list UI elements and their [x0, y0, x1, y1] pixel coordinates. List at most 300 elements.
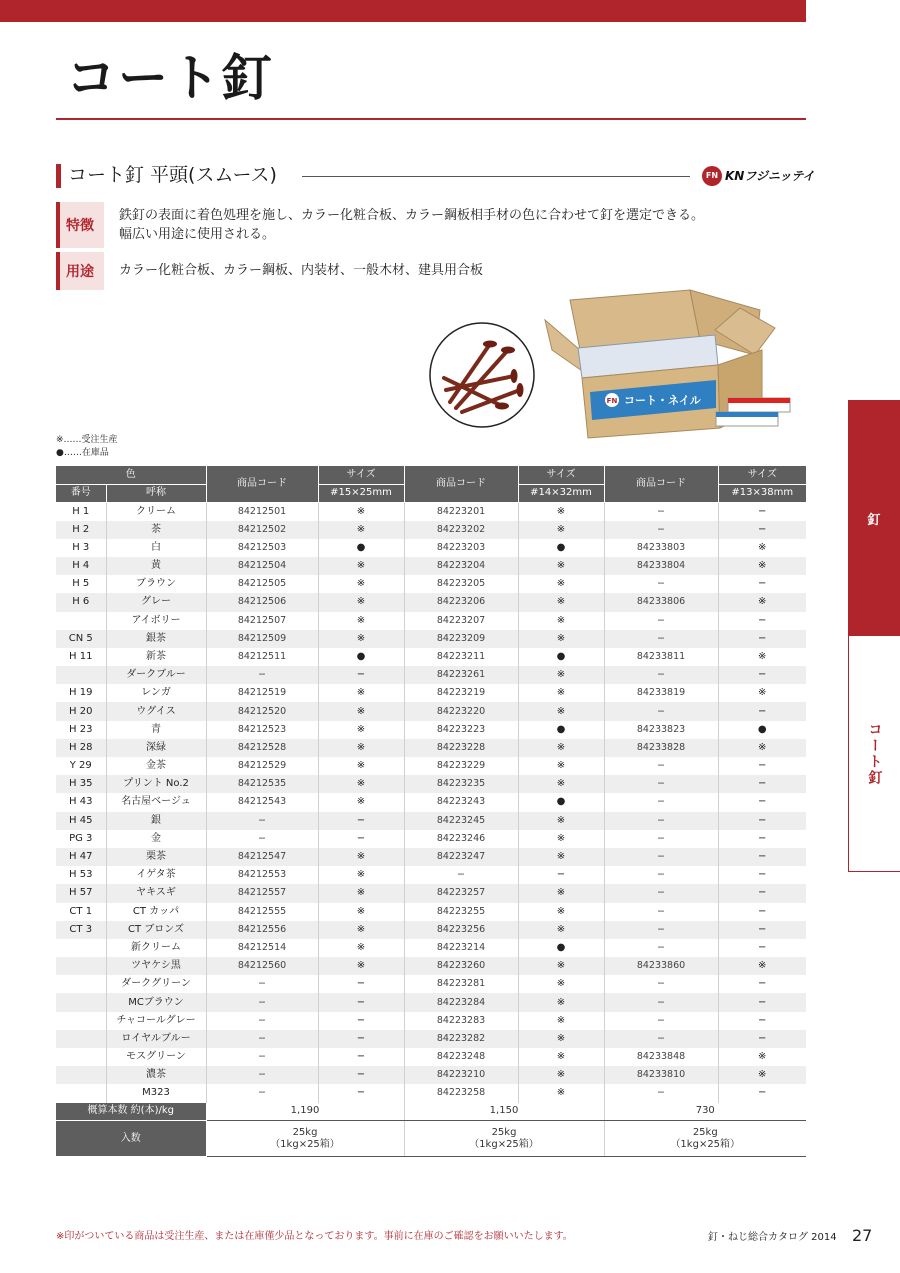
cell-code-3: 84233804: [604, 557, 718, 575]
cell-mark-3: −: [758, 796, 767, 808]
qty-value-3: 730: [604, 1103, 806, 1121]
cell-name: ツヤケシ黒: [106, 957, 206, 975]
cell-code-1: −: [206, 1012, 318, 1030]
cell-code-1: 84212509: [206, 630, 318, 648]
cell-code-3: −: [604, 793, 718, 811]
table-row: [56, 884, 806, 902]
cell-mark-1: −: [318, 666, 404, 684]
cell-code-2: 84223256: [404, 921, 518, 939]
col-size-1-value: #15×25mm: [318, 484, 404, 502]
sidebar-tab-nails[interactable]: 釘: [848, 400, 900, 636]
table-row: [56, 1048, 806, 1066]
cell-code-1: 84212543: [206, 793, 318, 811]
cell-code-2: 84223207: [404, 612, 518, 630]
cell-name: グレー: [106, 593, 206, 611]
cell-code-2: 84223210: [404, 1066, 518, 1084]
cell-mark-3: ※: [718, 557, 806, 575]
cell-mark-3: ●: [757, 723, 767, 735]
brand-logo: [702, 166, 815, 186]
cell-mark-3: ※: [718, 1066, 806, 1084]
table-row: [56, 684, 806, 702]
cell-mark-1: ※: [318, 630, 404, 648]
cell-number: H 11: [56, 648, 106, 666]
cell-number: H 19: [56, 684, 106, 702]
cell-number: [56, 612, 106, 630]
cell-number: [56, 1066, 106, 1084]
cell-code-2: 84223211: [404, 648, 518, 666]
cell-name: MCブラウン: [106, 993, 206, 1011]
cell-number: H 2: [56, 521, 106, 539]
cell-name: 名古屋ベージュ: [106, 793, 206, 811]
cell-code-3: −: [604, 903, 718, 921]
cell-number: H 5: [56, 575, 106, 593]
cell-mark-1: −: [318, 1030, 404, 1048]
cell-number: H 57: [56, 884, 106, 902]
cell-mark-2: ※: [518, 502, 604, 520]
cell-code-1: 84212557: [206, 884, 318, 902]
cell-code-1: 84212519: [206, 684, 318, 702]
cell-code-3: −: [604, 812, 718, 830]
cell-code-3: −: [604, 1084, 718, 1102]
cell-name: クリーム: [106, 502, 206, 520]
cell-mark-2: ※: [518, 775, 604, 793]
cell-code-2: 84223201: [404, 502, 518, 520]
cell-name: CT カッパ: [106, 903, 206, 921]
cell-number: H 47: [56, 848, 106, 866]
table-row: [56, 648, 806, 666]
cell-code-3: 84233803: [604, 539, 718, 557]
table-row: [56, 812, 806, 830]
cell-code-3: −: [604, 884, 718, 902]
cell-mark-1: ※: [318, 684, 404, 702]
cell-mark-2: ●: [518, 939, 604, 957]
cell-code-3: 84233828: [604, 739, 718, 757]
product-table: [56, 466, 806, 1157]
cell-mark-3: −: [758, 941, 767, 953]
cell-name: ウグイス: [106, 702, 206, 720]
table-row: [56, 521, 806, 539]
cell-mark-3: ※: [718, 957, 806, 975]
cell-mark-3: −: [758, 614, 767, 626]
cell-mark-2: ※: [518, 957, 604, 975]
table-row: [56, 848, 806, 866]
cell-mark-1: ※: [318, 575, 404, 593]
cell-code-2: 84223260: [404, 957, 518, 975]
cell-mark-1: −: [318, 830, 404, 848]
cell-code-3: −: [604, 575, 718, 593]
cell-number: [56, 666, 106, 684]
sidebar-tab-coat-nails[interactable]: コート釘: [848, 636, 900, 872]
cell-mark-2: ※: [518, 757, 604, 775]
brand-mark-icon: FN: [702, 166, 722, 186]
cell-mark-3: −: [718, 702, 806, 720]
cell-number: H 28: [56, 739, 106, 757]
cell-number: [56, 957, 106, 975]
title-divider: [56, 118, 806, 120]
box-label-text: コート・ネイル: [624, 394, 701, 407]
cell-mark-1: ※: [318, 775, 404, 793]
cell-number: H 4: [56, 557, 106, 575]
col-color: 色: [56, 466, 206, 484]
cell-mark-2: ※: [518, 1066, 604, 1084]
cell-mark-2: ※: [518, 848, 604, 866]
cell-code-3: −: [604, 666, 718, 684]
cell-number: H 45: [56, 812, 106, 830]
col-size-3: サイズ: [718, 466, 806, 484]
cell-code-1: 84212535: [206, 775, 318, 793]
cell-mark-1: −: [318, 1066, 404, 1084]
cell-mark-1: ※: [318, 921, 404, 939]
legend-stock: ●……在庫品: [56, 448, 109, 458]
cell-name: M323: [106, 1084, 206, 1102]
cell-mark-3: ※: [718, 593, 806, 611]
cell-mark-2: ※: [518, 557, 604, 575]
cell-code-2: 84223209: [404, 630, 518, 648]
cell-code-3: 84233848: [604, 1048, 718, 1066]
cell-code-1: 84212553: [206, 866, 318, 884]
table-row: [56, 630, 806, 648]
cell-code-2: 84223282: [404, 1030, 518, 1048]
table-row: [56, 539, 806, 557]
table-row: [56, 939, 806, 957]
cell-mark-2: −: [518, 866, 604, 884]
section-rule: [302, 176, 690, 177]
cell-code-1: −: [206, 666, 318, 684]
cell-number: [56, 975, 106, 993]
cell-number: [56, 1012, 106, 1030]
cell-number: H 20: [56, 702, 106, 720]
cell-mark-1: −: [318, 1012, 404, 1030]
nails-image: [422, 320, 542, 430]
cell-code-3: 84233819: [604, 684, 718, 702]
table-row: [56, 866, 806, 884]
cell-code-3: 84233823: [604, 721, 718, 739]
cell-mark-3: ※: [758, 541, 767, 553]
cell-mark-1: ※: [318, 721, 404, 739]
cell-mark-3: −: [758, 1087, 767, 1099]
table-row: [56, 666, 806, 684]
cell-name: 茶: [106, 521, 206, 539]
table-row: [56, 921, 806, 939]
cell-mark-1: ※: [318, 903, 404, 921]
table-row: [56, 757, 806, 775]
cell-code-3: 84233811: [604, 648, 718, 666]
cell-number: CT 1: [56, 903, 106, 921]
cell-mark-1: ※: [318, 848, 404, 866]
section-title: コート釘 平頭(スムース): [68, 164, 277, 186]
cell-mark-3: −: [758, 760, 767, 772]
cell-mark-1: ※: [318, 793, 404, 811]
cell-code-3: 84233860: [604, 957, 718, 975]
cell-mark-1: −: [318, 1084, 404, 1102]
col-size-1: サイズ: [318, 466, 404, 484]
cell-code-2: −: [404, 866, 518, 884]
cell-code-2: 84223243: [404, 793, 518, 811]
cell-code-2: 84223258: [404, 1084, 518, 1102]
cell-mark-2: ●: [518, 793, 604, 811]
cell-code-1: −: [206, 1030, 318, 1048]
top-accent-bar: [0, 0, 806, 22]
cell-code-2: 84223283: [404, 1012, 518, 1030]
table-row: [56, 1030, 806, 1048]
cell-mark-3: −: [758, 832, 767, 844]
table-row: [56, 993, 806, 1011]
cell-code-3: −: [604, 830, 718, 848]
cell-code-1: 84212528: [206, 739, 318, 757]
cell-code-1: −: [206, 1084, 318, 1102]
col-size-3-value: #13×38mm: [718, 484, 806, 502]
cell-code-1: 84212511: [206, 648, 318, 666]
cell-code-1: −: [206, 1048, 318, 1066]
cell-code-2: 84223205: [404, 575, 518, 593]
cell-number: [56, 1030, 106, 1048]
cell-mark-1: ●: [318, 539, 404, 557]
page-title: コート釘: [66, 49, 274, 107]
cell-name: モスグリーン: [106, 1048, 206, 1066]
cell-mark-2: ※: [518, 975, 604, 993]
cell-mark-3: −: [758, 1014, 767, 1026]
cell-mark-3: −: [718, 666, 806, 684]
cell-mark-2: ※: [518, 630, 604, 648]
cell-number: PG 3: [56, 830, 106, 848]
pack-value-2: 25kg （1kg×25箱）: [404, 1121, 604, 1157]
cell-code-1: 84212502: [206, 521, 318, 539]
cell-code-2: 84223261: [404, 666, 518, 684]
table-row: [56, 612, 806, 630]
cell-name: アイボリー: [106, 612, 206, 630]
cell-mark-3: ※: [758, 650, 767, 662]
cell-code-2: 84223284: [404, 993, 518, 1011]
legend-order: ※……受注生産: [56, 435, 118, 445]
cell-code-3: −: [604, 702, 718, 720]
col-code-1: 商品コード: [206, 466, 318, 502]
cell-name: 黄: [106, 557, 206, 575]
cell-code-3: 84233810: [604, 1066, 718, 1084]
table-row: [56, 739, 806, 757]
cell-code-2: 84223255: [404, 903, 518, 921]
cell-name: チャコールグレー: [106, 1012, 206, 1030]
cell-mark-2: ※: [518, 812, 604, 830]
pack-value-3: 25kg （1kg×25箱）: [604, 1121, 806, 1157]
cell-mark-2: ※: [518, 739, 604, 757]
cell-mark-1: ※: [318, 521, 404, 539]
cell-mark-3: −: [718, 1030, 806, 1048]
cell-code-1: 84212555: [206, 903, 318, 921]
cell-code-2: 84223206: [404, 593, 518, 611]
cell-mark-2: ※: [518, 903, 604, 921]
cell-number: H 35: [56, 775, 106, 793]
cell-mark-3: −: [718, 812, 806, 830]
cell-code-1: 84212520: [206, 702, 318, 720]
table-body: [56, 502, 806, 1102]
cell-code-2: 84223203: [404, 539, 518, 557]
cell-name: 銀: [106, 812, 206, 830]
cell-mark-2: ※: [518, 1048, 604, 1066]
col-size-2-value: #14×32mm: [518, 484, 604, 502]
cell-mark-1: ※: [318, 739, 404, 757]
cell-code-3: −: [604, 993, 718, 1011]
usage-text: カラー化粧合板、カラー鋼板、内装材、一般木材、建具用合板: [119, 263, 484, 278]
cell-mark-1: ※: [318, 702, 404, 720]
cell-mark-2: ●: [518, 648, 604, 666]
cell-name: CT ブロンズ: [106, 921, 206, 939]
cell-mark-3: −: [758, 869, 767, 881]
cell-name: 深緑: [106, 739, 206, 757]
cell-code-2: 84223202: [404, 521, 518, 539]
cell-code-2: 84223257: [404, 884, 518, 902]
table-row: [56, 721, 806, 739]
cell-mark-2: ※: [518, 1084, 604, 1102]
cell-code-1: 84212514: [206, 939, 318, 957]
cell-code-1: 84212507: [206, 612, 318, 630]
cell-number: H 23: [56, 721, 106, 739]
cell-name: ヤキスギ: [106, 884, 206, 902]
cell-mark-2: ※: [518, 684, 604, 702]
box-mark-text: FN: [606, 397, 618, 405]
cell-mark-2: ※: [518, 830, 604, 848]
cell-mark-3: −: [718, 775, 806, 793]
cell-mark-2: ※: [518, 702, 604, 720]
col-size-2: サイズ: [518, 466, 604, 484]
cell-mark-3: −: [758, 978, 767, 990]
section-marker: [56, 164, 61, 188]
cell-code-1: 84212501: [206, 502, 318, 520]
qty-value-1: 1,190: [206, 1103, 404, 1121]
cell-name: 白: [106, 539, 206, 557]
cell-code-1: 84212560: [206, 957, 318, 975]
cell-mark-2: ※: [518, 593, 604, 611]
col-code-3: 商品コード: [604, 466, 718, 502]
catalog-name: 釘・ねじ総合カタログ 2014: [708, 1232, 837, 1243]
cell-mark-3: −: [718, 921, 806, 939]
cell-mark-1: ※: [318, 866, 404, 884]
cell-code-2: 84223247: [404, 848, 518, 866]
cell-code-3: −: [604, 502, 718, 520]
table-row: [56, 1066, 806, 1084]
cell-number: H 3: [56, 539, 106, 557]
cell-code-2: 84223220: [404, 702, 518, 720]
cell-code-2: 84223204: [404, 557, 518, 575]
cell-code-1: 84212505: [206, 575, 318, 593]
cell-code-3: −: [604, 939, 718, 957]
cell-mark-2: ※: [518, 612, 604, 630]
cell-name: 金: [106, 830, 206, 848]
cell-name: 濃茶: [106, 1066, 206, 1084]
cell-number: H 1: [56, 502, 106, 520]
cell-code-3: −: [604, 975, 718, 993]
cell-mark-3: −: [718, 848, 806, 866]
cell-code-2: 84223219: [404, 684, 518, 702]
cell-mark-1: −: [318, 993, 404, 1011]
table-row: [56, 1084, 806, 1102]
cell-code-3: −: [604, 775, 718, 793]
cell-mark-1: ※: [318, 939, 404, 957]
table-row: [56, 702, 806, 720]
cell-name: プリント No.2: [106, 775, 206, 793]
page-number: 27: [852, 1226, 873, 1245]
table-row: [56, 793, 806, 811]
cell-mark-2: ※: [518, 1030, 604, 1048]
cell-code-1: 84212504: [206, 557, 318, 575]
cell-name: ダークブルー: [106, 666, 206, 684]
cell-mark-3: −: [718, 993, 806, 1011]
usage-label: 用途: [56, 252, 104, 290]
cell-number: CT 3: [56, 921, 106, 939]
table-row: [56, 557, 806, 575]
cell-name: 金茶: [106, 757, 206, 775]
table-row: [56, 830, 806, 848]
cell-mark-2: ※: [518, 993, 604, 1011]
cell-code-1: −: [206, 812, 318, 830]
cell-code-1: 84212523: [206, 721, 318, 739]
cell-mark-2: ※: [518, 921, 604, 939]
cell-mark-1: ※: [318, 612, 404, 630]
cell-name: 新茶: [106, 648, 206, 666]
table-row: [56, 903, 806, 921]
cell-number: H 43: [56, 793, 106, 811]
cell-code-3: −: [604, 612, 718, 630]
col-name: 呼称: [106, 484, 206, 502]
footnote: ※印がついている商品は受注生産、または在庫僅少品となっております。事前に在庫のご確認をお願いいたします。: [56, 1231, 573, 1242]
cell-code-2: 84223229: [404, 757, 518, 775]
table-row: [56, 975, 806, 993]
cell-mark-2: ●: [518, 721, 604, 739]
cell-name: 栗茶: [106, 848, 206, 866]
cell-mark-2: ※: [518, 666, 604, 684]
features-text: 鉄釘の表面に着色処理を施し、カラー化粧合板、カラー鋼板相手材の色に合わせて釘を選定できる。 幅広い用途に使用される。: [119, 208, 705, 242]
cell-code-2: 84223245: [404, 812, 518, 830]
cell-code-1: 84212547: [206, 848, 318, 866]
cell-name: 銀茶: [106, 630, 206, 648]
cell-number: [56, 939, 106, 957]
cell-mark-3: −: [718, 521, 806, 539]
cell-code-1: −: [206, 1066, 318, 1084]
pack-label: 入数: [56, 1121, 206, 1157]
cell-code-3: −: [604, 848, 718, 866]
cell-number: CN 5: [56, 630, 106, 648]
cell-name: ブラウン: [106, 575, 206, 593]
cell-mark-1: ※: [318, 757, 404, 775]
table-row: [56, 593, 806, 611]
features-label: 特徴: [56, 202, 104, 248]
cell-code-1: −: [206, 975, 318, 993]
cell-mark-1: ※: [318, 957, 404, 975]
cell-code-2: 84223248: [404, 1048, 518, 1066]
qty-value-2: 1,150: [404, 1103, 604, 1121]
col-number: 番号: [56, 484, 106, 502]
cell-mark-3: −: [718, 884, 806, 902]
cell-code-3: −: [604, 757, 718, 775]
cell-number: Y 29: [56, 757, 106, 775]
cell-code-1: −: [206, 993, 318, 1011]
cell-code-2: 84223214: [404, 939, 518, 957]
cell-code-2: 84223223: [404, 721, 518, 739]
cell-mark-2: ※: [518, 1012, 604, 1030]
cell-code-1: 84212556: [206, 921, 318, 939]
cell-mark-3: −: [758, 505, 767, 517]
product-box-image: [540, 280, 802, 440]
cell-code-2: 84223281: [404, 975, 518, 993]
cell-number: H 53: [56, 866, 106, 884]
cell-mark-1: −: [318, 1048, 404, 1066]
cell-code-3: −: [604, 1012, 718, 1030]
cell-code-1: 84212529: [206, 757, 318, 775]
cell-mark-1: ※: [318, 884, 404, 902]
legend: [56, 434, 118, 460]
cell-mark-3: ※: [718, 739, 806, 757]
cell-mark-3: −: [758, 578, 767, 590]
cell-mark-3: ※: [758, 1051, 767, 1063]
